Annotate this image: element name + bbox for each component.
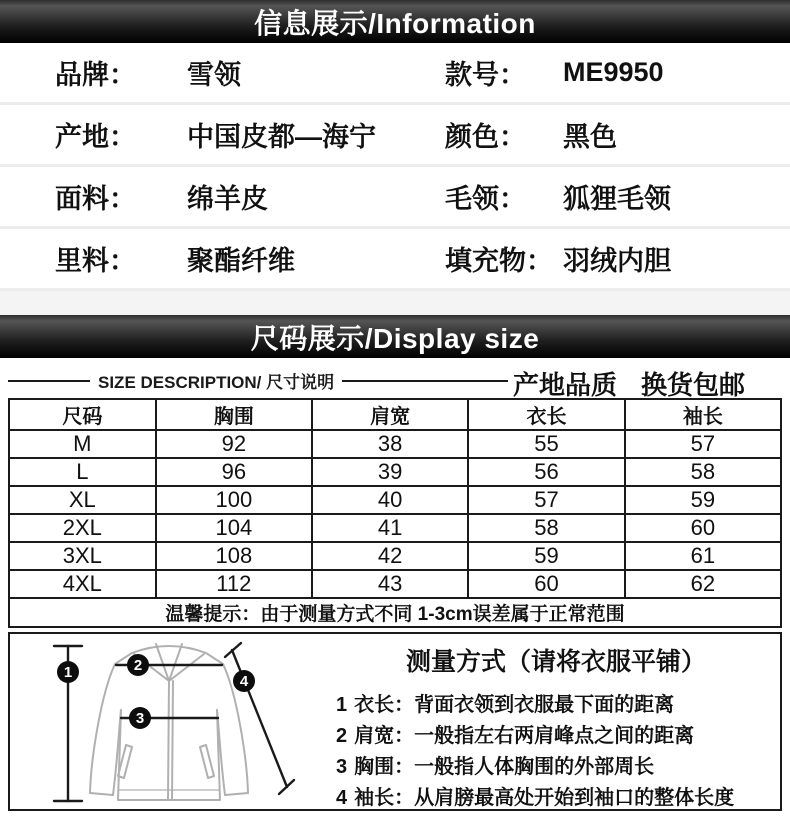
info-section-banner: [0, 0, 790, 43]
jacket-illustration: [10, 634, 332, 809]
item-number: 4: [336, 787, 348, 809]
item-desc: 从肩膀最高处开始到袖口的整体长度: [414, 787, 735, 809]
measure-tolerance-note: 温馨提示：由于测量方式不同 1-3cm误差属于正常范围: [9, 598, 781, 627]
item-number: 1: [336, 694, 348, 716]
table-cell: 38: [312, 430, 468, 458]
measure-item-length: [336, 690, 780, 721]
size-table: [8, 398, 782, 628]
measure-item-chest: [336, 752, 780, 783]
size-description-header: [0, 358, 790, 398]
model-label: 款号：: [445, 60, 526, 90]
table-cell: M: [9, 430, 156, 458]
table-cell: XL: [9, 486, 156, 514]
info-row-fabric-collar: [0, 167, 790, 229]
table-cell: 43: [312, 570, 468, 598]
brand-label: 品牌：: [55, 60, 136, 90]
measure-item-sleeve: [336, 783, 780, 814]
quality-badge: 产地品质: [512, 370, 617, 400]
col-header-chest: 胸围: [156, 399, 312, 430]
item-desc: 一般指左右两肩峰点之间的距离: [414, 725, 695, 747]
table-cell: 112: [156, 570, 312, 598]
lining-value: 聚酯纤维: [187, 246, 295, 276]
table-cell: 60: [468, 570, 624, 598]
origin-label: 产地：: [55, 122, 136, 152]
item-name: 肩宽：: [354, 725, 415, 747]
table-cell: 42: [312, 542, 468, 570]
table-cell: 58: [625, 458, 781, 486]
info-banner-title: 信息展示/Information: [254, 7, 536, 39]
filling-value: 羽绒内胆: [563, 246, 671, 276]
table-cell: 55: [468, 430, 624, 458]
item-name: 袖长：: [354, 787, 415, 809]
shipping-badge: 换货包邮: [640, 370, 745, 400]
info-row-lining-filling: [0, 229, 790, 291]
item-name: 胸围：: [354, 756, 415, 778]
table-cell: 60: [625, 514, 781, 542]
table-cell: 92: [156, 430, 312, 458]
table-cell: 40: [312, 486, 468, 514]
size-table-header-row: [9, 399, 781, 430]
table-row: [9, 542, 781, 570]
item-desc: 背面衣领到衣服最下面的距离: [414, 694, 675, 716]
table-cell: 59: [625, 486, 781, 514]
table-row: [9, 486, 781, 514]
col-header-size: 尺码: [9, 399, 156, 430]
table-row: [9, 570, 781, 598]
info-row-origin-color: [0, 105, 790, 167]
item-desc: 一般指人体胸围的外部周长: [414, 756, 655, 778]
table-cell: 41: [312, 514, 468, 542]
fabric-label: 面料：: [55, 184, 136, 214]
measure-list: [332, 690, 780, 814]
jacket-diagram: [10, 634, 332, 809]
lining-label: 里料：: [55, 246, 136, 276]
measure-item-shoulder: [336, 721, 780, 752]
table-cell: 57: [468, 486, 624, 514]
section-divider-strip: [0, 291, 790, 315]
table-cell: 56: [468, 458, 624, 486]
sleeve-measure-line: [232, 650, 287, 787]
fur-collar-value: 狐狸毛领: [563, 184, 671, 214]
info-row-brand-model: [0, 43, 790, 105]
measure-title: 测量方式（请将衣服平铺）: [405, 648, 706, 676]
table-note-row: [9, 598, 781, 627]
color-value: 黑色: [563, 122, 617, 152]
table-cell: 3XL: [9, 542, 156, 570]
color-label: 颜色：: [445, 122, 526, 152]
col-header-sleeve: 袖长: [625, 399, 781, 430]
measure-method-box: [8, 632, 782, 811]
table-cell: 58: [468, 514, 624, 542]
item-number: 3: [336, 756, 348, 778]
size-description-heading: SIZE DESCRIPTION/ 尺寸说明: [98, 373, 335, 392]
table-cell: 96: [156, 458, 312, 486]
col-header-length: 衣长: [468, 399, 624, 430]
table-cell: 100: [156, 486, 312, 514]
model-value: ME9950: [563, 57, 664, 87]
item-number: 2: [336, 725, 348, 747]
fabric-value: 绵羊皮: [187, 184, 268, 214]
marker-2-number: 2: [133, 657, 143, 674]
marker-3-number: 3: [135, 710, 145, 727]
table-cell: 104: [156, 514, 312, 542]
table-cell: 2XL: [9, 514, 156, 542]
fur-collar-label: 毛领：: [445, 184, 526, 214]
table-cell: 4XL: [9, 570, 156, 598]
table-row: [9, 514, 781, 542]
size-section-banner: [0, 315, 790, 358]
table-cell: 57: [625, 430, 781, 458]
table-row: [9, 458, 781, 486]
table-row: [9, 430, 781, 458]
product-info-section: [0, 43, 790, 291]
marker-1-number: 1: [63, 664, 73, 681]
origin-value: 中国皮都—海宁: [187, 122, 376, 152]
col-header-shoulder: 肩宽: [312, 399, 468, 430]
filling-label: 填充物：: [445, 246, 553, 276]
quality-badges: [513, 365, 745, 402]
table-cell: 108: [156, 542, 312, 570]
table-cell: 62: [625, 570, 781, 598]
size-banner-title: 尺码展示/Display size: [250, 322, 540, 354]
table-cell: 59: [468, 542, 624, 570]
marker-4-number: 4: [239, 673, 249, 690]
table-cell: L: [9, 458, 156, 486]
item-name: 衣长：: [354, 694, 415, 716]
table-cell: 61: [625, 542, 781, 570]
size-description-rule: [8, 368, 508, 393]
brand-value: 雪领: [187, 60, 241, 90]
measure-instructions: [332, 634, 780, 809]
table-cell: 39: [312, 458, 468, 486]
